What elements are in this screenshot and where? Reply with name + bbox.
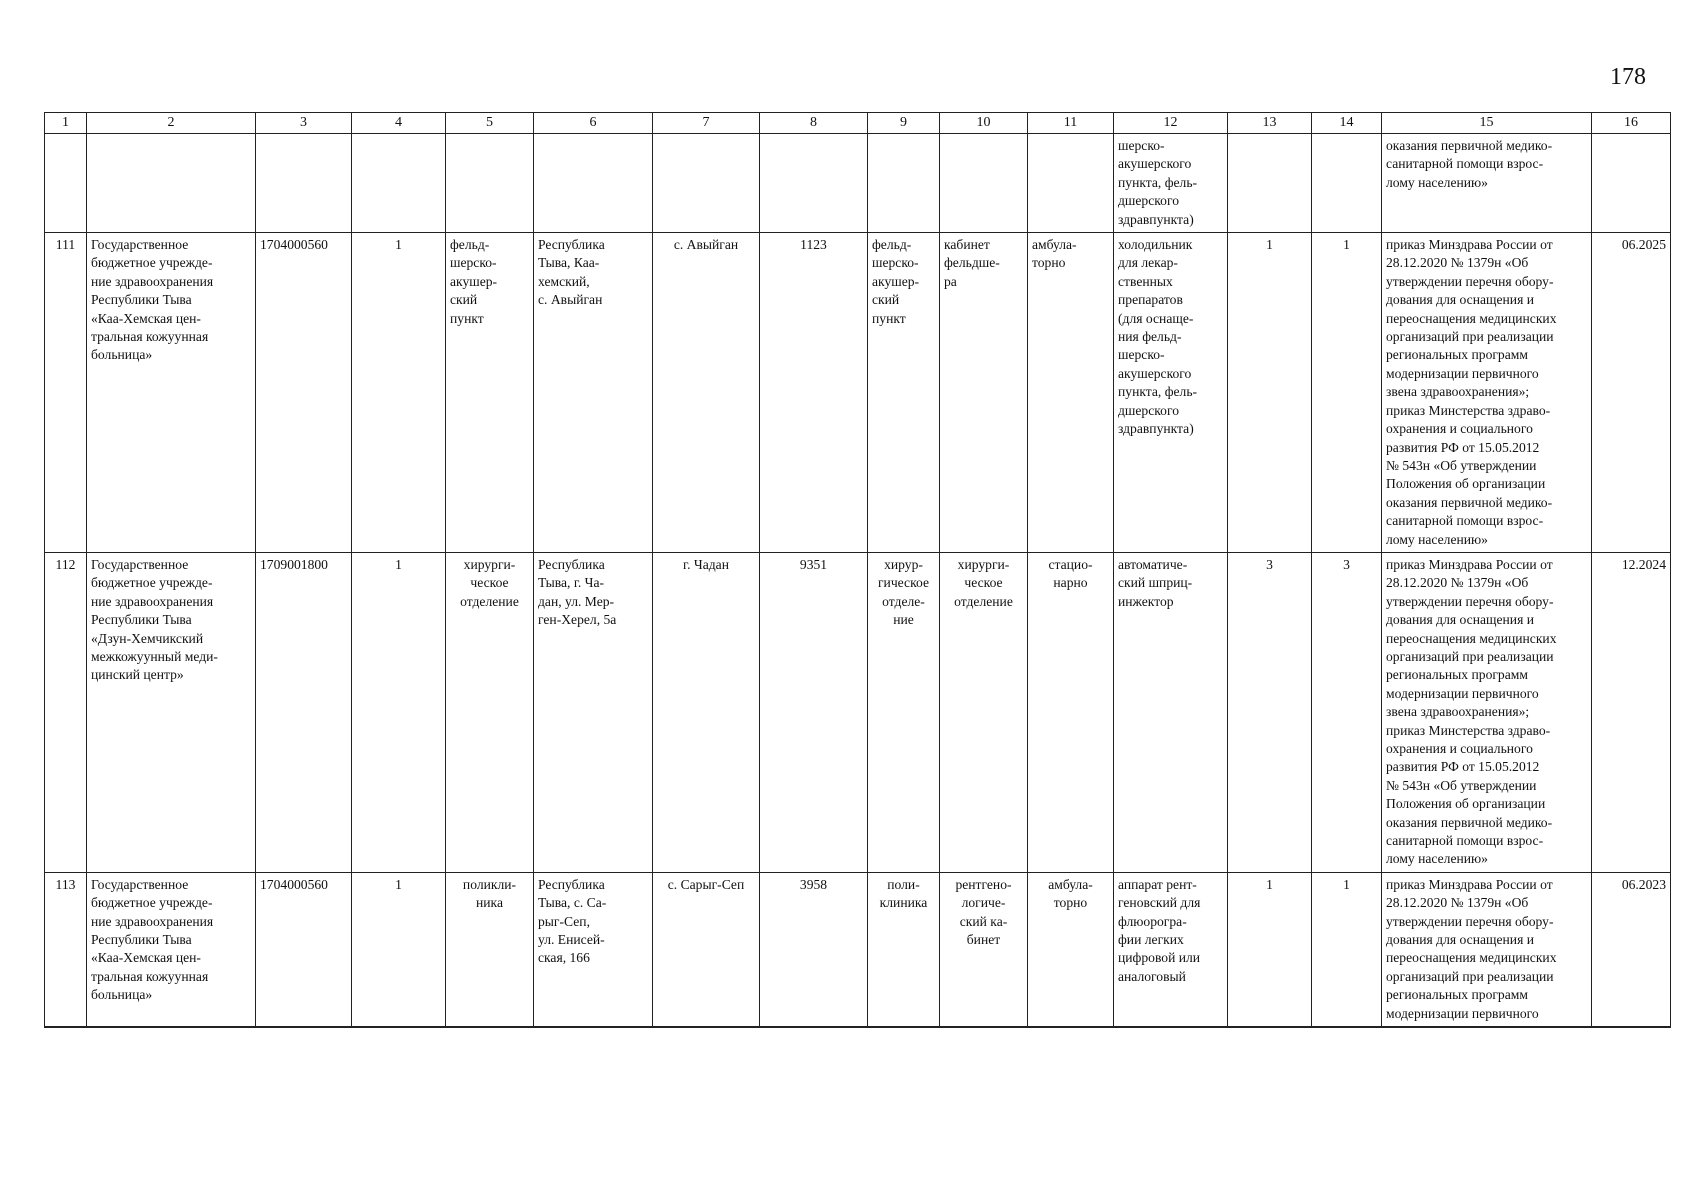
quantity-cell: 1 bbox=[1312, 233, 1382, 553]
subdivision-cell: поликли- ника bbox=[446, 872, 534, 1027]
locality-cell: с. Авыйган bbox=[653, 233, 760, 553]
care-mode-cell: амбула- торно bbox=[1028, 233, 1114, 553]
date-cell: 06.2025 bbox=[1592, 233, 1671, 553]
population-cell: 9351 bbox=[760, 552, 868, 872]
organization-cell: Государственное бюджетное учрежде- ние здравоохранения Республики Тыва «Дзун-Хемчикский межкожуунный меди- цинский центр» bbox=[87, 552, 256, 872]
quantity-cell: 3 bbox=[1312, 552, 1382, 872]
care-mode-cell: амбула- торно bbox=[1028, 872, 1114, 1027]
column-number-row bbox=[45, 113, 1671, 134]
care-mode-cell: стацио- нарно bbox=[1028, 552, 1114, 872]
date-cell: 06.2023 bbox=[1592, 872, 1671, 1027]
room-cell: кабинет фельдше- ра bbox=[940, 233, 1028, 553]
locality-cell: с. Сарыг-Сеп bbox=[653, 872, 760, 1027]
code-cell: 1709001800 bbox=[256, 552, 352, 872]
address-cell: Республика Тыва, Каа- хемский, с. Авыйган bbox=[534, 233, 653, 553]
column-header: 12 bbox=[1114, 113, 1228, 134]
locality-cell: г. Чадан bbox=[653, 552, 760, 872]
equipment-cell: шерско- акушерского пункта, фель- дшерского здравпункта) bbox=[1114, 134, 1228, 233]
date-cell: 12.2024 bbox=[1592, 552, 1671, 872]
basis-cell: приказ Минздрава России от 28.12.2020 № 1379н «Об утверждении перечня обору- дования для оснащения и переоснащения медицинских организаций при реализации региональных программ модернизации первичного звена здравоохранения»; приказ Минстерства здраво- охранения и социального развития РФ от 15.05.2012 № 543н «Об утверждении Положения об организации оказания первичной медико- санитарной помощи взрос- лому населению» bbox=[1382, 233, 1592, 553]
table-row bbox=[45, 872, 1671, 1027]
column-header: 4 bbox=[352, 113, 446, 134]
count-cell: 1 bbox=[352, 552, 446, 872]
column-header: 9 bbox=[868, 113, 940, 134]
organization-cell: Государственное бюджетное учрежде- ние здравоохранения Республики Тыва «Каа-Хемская цен- тральная кожуунная больница» bbox=[87, 872, 256, 1027]
column-header: 6 bbox=[534, 113, 653, 134]
column-header: 16 bbox=[1592, 113, 1671, 134]
basis-cell: приказ Минздрава России от 28.12.2020 № 1379н «Об утверждении перечня обору- дования для оснащения и переоснащения медицинских организаций при реализации региональных программ модернизации первичного звена здравоохранения»; приказ Минстерства здраво- охранения и социального развития РФ от 15.05.2012 № 543н «Об утверждении Положения об организации оказания первичной медико- санитарной помощи взрос- лому населению» bbox=[1382, 552, 1592, 872]
organization-cell: Государственное бюджетное учрежде- ние здравоохранения Республики Тыва «Каа-Хемская цен- тральная кожуунная больница» bbox=[87, 233, 256, 553]
column-header: 7 bbox=[653, 113, 760, 134]
equipment-table bbox=[44, 112, 1671, 1028]
unit-cell: фельд- шерско- акушер- ский пункт bbox=[868, 233, 940, 553]
quantity-cell: 1 bbox=[1228, 233, 1312, 553]
count-cell: 1 bbox=[352, 872, 446, 1027]
row-number-cell: 113 bbox=[45, 872, 87, 1027]
basis-cell: оказания первичной медико- санитарной помощи взрос- лому населению» bbox=[1382, 134, 1592, 233]
equipment-cell: аппарат рент- геновский для флюорогра- фии легких цифровой или аналоговый bbox=[1114, 872, 1228, 1027]
column-header: 3 bbox=[256, 113, 352, 134]
equipment-cell: автоматиче- ский шприц- инжектор bbox=[1114, 552, 1228, 872]
code-cell: 1704000560 bbox=[256, 872, 352, 1027]
column-header: 5 bbox=[446, 113, 534, 134]
table-row bbox=[45, 233, 1671, 553]
page-number: 178 bbox=[1610, 64, 1646, 90]
address-cell: Республика Тыва, с. Са- рыг-Сеп, ул. Енисей- ская, 166 bbox=[534, 872, 653, 1027]
column-header: 13 bbox=[1228, 113, 1312, 134]
quantity-cell: 3 bbox=[1228, 552, 1312, 872]
column-header: 2 bbox=[87, 113, 256, 134]
unit-cell: поли- клиника bbox=[868, 872, 940, 1027]
room-cell: хирурги- ческое отделение bbox=[940, 552, 1028, 872]
equipment-cell: холодильник для лекар- ственных препаратов (для оснаще- ния фельд- шерско- акушерского пункта, фель- дшерского здравпункта) bbox=[1114, 233, 1228, 553]
subdivision-cell: фельд- шерско- акушер- ский пункт bbox=[446, 233, 534, 553]
count-cell: 1 bbox=[352, 233, 446, 553]
column-header: 10 bbox=[940, 113, 1028, 134]
continuation-row bbox=[45, 134, 1671, 233]
subdivision-cell: хирурги- ческое отделение bbox=[446, 552, 534, 872]
quantity-cell: 1 bbox=[1312, 872, 1382, 1027]
row-number-cell: 112 bbox=[45, 552, 87, 872]
column-header: 14 bbox=[1312, 113, 1382, 134]
address-cell: Республика Тыва, г. Ча- дан, ул. Мер- ген-Херел, 5а bbox=[534, 552, 653, 872]
population-cell: 3958 bbox=[760, 872, 868, 1027]
column-header: 8 bbox=[760, 113, 868, 134]
population-cell: 1123 bbox=[760, 233, 868, 553]
basis-cell: приказ Минздрава России от 28.12.2020 № 1379н «Об утверждении перечня обору- дования для оснащения и переоснащения медицинских организаций при реализации региональных программ модернизации первичного bbox=[1382, 872, 1592, 1027]
column-header: 1 bbox=[45, 113, 87, 134]
room-cell: рентгено- логиче- ский ка- бинет bbox=[940, 872, 1028, 1027]
quantity-cell: 1 bbox=[1228, 872, 1312, 1027]
column-header: 15 bbox=[1382, 113, 1592, 134]
row-number-cell: 111 bbox=[45, 233, 87, 553]
table-row bbox=[45, 552, 1671, 872]
code-cell: 1704000560 bbox=[256, 233, 352, 553]
column-header: 11 bbox=[1028, 113, 1114, 134]
unit-cell: хирур- гическое отделе- ние bbox=[868, 552, 940, 872]
